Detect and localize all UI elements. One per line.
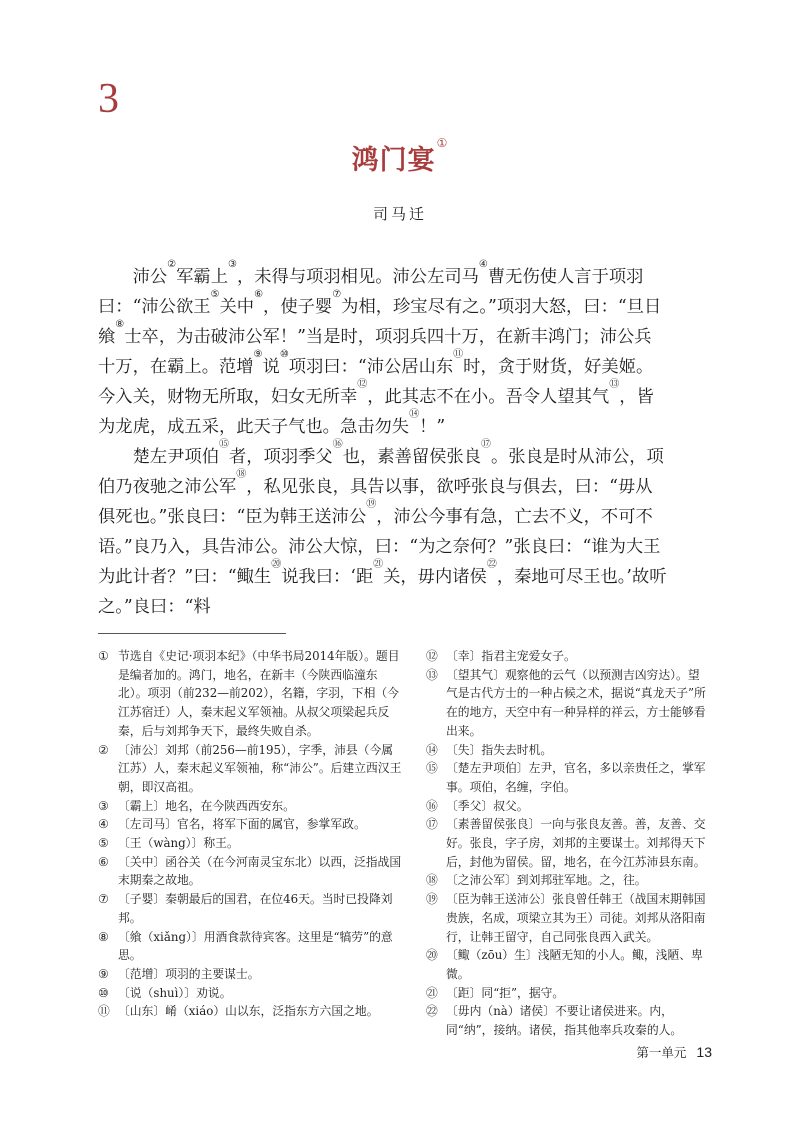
paragraph-2: [98, 439, 668, 622]
footnotes-left-column: [98, 647, 403, 1021]
page-title: [0, 138, 800, 177]
footnote-ref: ⑨: [253, 349, 263, 360]
text-run: 为相，珍宝尽有之。”项羽大怒，曰：“旦日飨: [98, 297, 662, 347]
footnote-number: ⑮: [426, 761, 438, 776]
footnote-ref: ③: [228, 259, 237, 270]
text-run: 时，贪于财货，好美姬。今入关，财物无所取，妇女无所幸: [98, 357, 654, 407]
footnote-ref: ⑯: [332, 439, 343, 450]
footnote-text: 〔楚左尹项伯〕左尹，官名，多以亲贵任之，掌军事。项伯，名缠，字伯。: [446, 761, 706, 794]
footnote-text: 〔臣为韩王送沛公〕张良曾任韩王（战国末期韩国贵族，名成，项梁立其为王）司徒。刘邦从洛阳南行，让韩王留守，自己同张良西入武关。: [446, 892, 706, 944]
footnote-ref: ㉒: [486, 559, 497, 570]
footnote-number: ⑦: [98, 892, 109, 907]
footnote-number: ⑬: [426, 667, 438, 682]
footnote-number: ⑭: [426, 742, 438, 757]
page-number: 13: [696, 1044, 712, 1060]
footnote: [98, 1002, 403, 1021]
footnote-number: ⑪: [98, 1004, 110, 1019]
footnote-ref: ④: [478, 259, 488, 270]
text-run: 。张良是时从沛公，项伯乃夜驰之沛公军: [98, 447, 664, 497]
footnote: [98, 741, 403, 797]
footnote-text: 〔望其气〕观察他的云气（以预测吉凶穷达）。望气是古代方士的一种占候之术，据说“真龙天子”所在的地方，天空中有一种异样的祥云，方士能够看出来。: [446, 667, 706, 738]
text-run: 楚左尹项伯: [132, 447, 220, 467]
footnote-text: 〔失〕指失去时机。: [446, 742, 553, 757]
text-run: 说: [262, 357, 280, 377]
text-run: ，未得与项羽相见。沛公左司马: [236, 267, 479, 287]
author-name: 司马迁: [372, 205, 427, 223]
footnote: [98, 890, 403, 927]
footnote-number: ⑥: [98, 854, 109, 869]
text-run: ，使子婴: [263, 297, 333, 317]
text-run: ，私见张良，具告以事，欲呼张良与俱去，曰：“毋从俱死也。”张良曰：“臣为韩王送沛公: [98, 477, 653, 527]
page-footer: [636, 1043, 712, 1061]
footnote-ref: ⑬: [609, 379, 620, 390]
text-run: 关，毋内诸侯: [383, 567, 487, 587]
text-run: 士卒，为击破沛公军！”当是时，项羽兵四十万，在新丰鸿门；沛公兵十万，在霸上。范增: [98, 327, 652, 377]
footnote-ref: ⑪: [453, 349, 464, 360]
footnote-ref: ⑥: [254, 289, 264, 300]
footnote-number: ⑳: [426, 948, 438, 963]
footnotes-right-column: [426, 647, 710, 1040]
footnote-ref: ②: [167, 259, 177, 270]
footnote-number: ⑯: [426, 798, 438, 813]
footnote: [426, 890, 710, 946]
footnote: [98, 984, 403, 1003]
text-run: ，此其志不在小。吾令人望其气: [367, 387, 610, 407]
footnote-number: ⑧: [98, 929, 109, 944]
footnote: [98, 965, 403, 984]
footnote-text: 〔左司马〕官名，将军下面的属官，参掌军政。: [118, 817, 366, 832]
footnote-number: ㉑: [426, 985, 438, 1000]
footnote-number: ⑰: [426, 817, 438, 832]
footnote-divider: [98, 633, 286, 634]
footnote-ref: ⑦: [332, 289, 342, 300]
footnote-number: ⑨: [98, 966, 109, 981]
footnote: [426, 741, 710, 760]
footnote-number: ③: [98, 798, 109, 813]
text-run: 也，素善留侯张良: [342, 447, 481, 467]
text-run: 沛公: [132, 267, 168, 287]
title-text: 鸿门宴: [351, 145, 436, 176]
text-run: ，沛公今事有急，亡去不义，不可不语。”良乃入，具告沛公。沛公大惊，曰：“为之奈何？”张良曰：“谁为大王为此计者？”曰：“鲰生: [98, 507, 661, 587]
footnote-number: ②: [98, 742, 109, 757]
footnote: [98, 797, 403, 816]
lesson-number: 3: [98, 76, 119, 122]
footnote-number: ⑱: [426, 873, 438, 888]
footnote-ref: ⑫: [357, 379, 368, 390]
footnote-number: ㉒: [426, 1004, 438, 1019]
footnote-number: ④: [98, 817, 109, 832]
footnote-text: 〔王（wàng）〕称王。: [118, 836, 239, 851]
footnote-number: ⑤: [98, 836, 109, 851]
footnote-number: ⑫: [426, 649, 438, 663]
footnote: [98, 815, 403, 834]
footnote-text: 〔子婴〕秦朝最后的国君，在位46天。当时已投降刘邦。: [118, 892, 393, 925]
main-text: [98, 259, 668, 622]
footnote: [426, 666, 710, 741]
footnote-ref: ⑱: [236, 469, 247, 480]
footnote: [98, 647, 403, 741]
paragraph-1: [98, 259, 668, 442]
footnote-ref: ⑧: [115, 319, 125, 330]
footnote: [426, 984, 710, 1003]
footnote-text: 〔距〕同“拒”，据守。: [446, 985, 565, 1000]
footnote-text: 〔山东〕崤（xiáo）山以东，泛指东方六国之地。: [118, 1004, 379, 1019]
text-run: 者，项羽季父: [229, 447, 333, 467]
footnote-number: ⑩: [98, 985, 109, 1000]
footnote-text: 〔素善留侯张良〕一向与张良友善。善，友善、交好。张良，字子房，刘邦的主要谋士。刘邦得天下后，封他为留侯。留，地名，在今江苏沛县东南。: [446, 817, 706, 869]
text-run: 军霸上: [176, 267, 228, 287]
footnote-text: 〔沛公〕刘邦（前256—前195），字季，沛县（今属江苏）人，秦末起义军领袖，称“沛公”。后建立西汉王朝，即汉高祖。: [118, 742, 402, 794]
footnote: [98, 834, 403, 853]
text-run: ！”: [419, 417, 446, 437]
title-footnote-mark: ①: [436, 136, 449, 150]
footnote: [426, 946, 710, 983]
footnote-text: 〔季父〕叔父。: [446, 798, 529, 813]
footnote-text: 〔之沛公军〕到刘邦驻军地。之，往。: [446, 873, 647, 888]
footnote: [426, 647, 710, 666]
text-run: 项羽曰：“沛公居山东: [288, 357, 454, 377]
footnote: [426, 1002, 710, 1039]
footnote-ref: ⑩: [279, 349, 289, 360]
footnote-text: 〔飨（xiǎng）〕用酒食款待宾客。这里是“犒劳”的意思。: [118, 929, 393, 963]
footnote-number: ⑲: [426, 892, 438, 907]
footnote: [426, 797, 710, 816]
footnote-ref: ⑭: [409, 409, 420, 420]
footnote-ref: ⑤: [210, 289, 220, 300]
footnote-ref: ⑰: [480, 439, 491, 450]
text-run: ，皆为龙虎，成五采，此天子气也。急击勿失: [98, 387, 654, 437]
footnote-text: 节选自《史记·项羽本纪》（中华书局2014年版）。题目是编者加的。鸿门，地名，在新丰（今陕西临潼东北）。项羽（前232—前202），名籍，字羽，下相（今江苏宿迁）人，秦末起义军领袖。从叔父项梁起兵反秦，后与刘邦争天下，最终失败自杀。: [118, 649, 400, 738]
unit-label: 第一单元: [636, 1045, 687, 1060]
footnote-text: 〔范增〕项羽的主要谋士。: [118, 966, 260, 981]
footnote-text: 〔毋内（nà）诸侯〕不要让诸侯进来。内，同“纳”，接纳。诸侯，指其他率兵攻秦的人。: [446, 1004, 683, 1038]
footnote-text: 〔霸上〕地名，在今陕西西安东。: [118, 798, 295, 813]
footnote-text: 〔关中〕函谷关（在今河南灵宝东北）以西，泛指战国末期秦之故地。: [118, 854, 402, 888]
footnote-ref: ⑳: [271, 559, 282, 570]
footnote: [98, 853, 403, 890]
text-run: ，秦地可尽王也。’故听之。”良曰：“料: [98, 567, 667, 617]
text-run: 关中: [219, 297, 255, 317]
footnote-number: ①: [98, 649, 109, 663]
footnote: [98, 928, 403, 965]
footnote: [426, 871, 710, 890]
footnote: [426, 759, 710, 796]
footnote-text: 〔说（shuì）〕劝说。: [118, 985, 232, 1000]
footnote-text: 〔鲰（zōu）生〕浅陋无知的小人。鲰，浅陋、卑微。: [446, 948, 703, 981]
footnote-ref: ⑮: [219, 439, 230, 450]
footnote-ref: ⑲: [366, 499, 377, 510]
footnote-text: 〔幸〕指君主宠爱女子。: [446, 649, 576, 663]
text-run: 曹无伤使人言于项羽曰：“沛公欲王: [98, 267, 644, 317]
footnote-ref: ㉑: [373, 559, 384, 570]
text-run: 说我曰：‘距: [281, 567, 374, 587]
footnote: [426, 815, 710, 871]
